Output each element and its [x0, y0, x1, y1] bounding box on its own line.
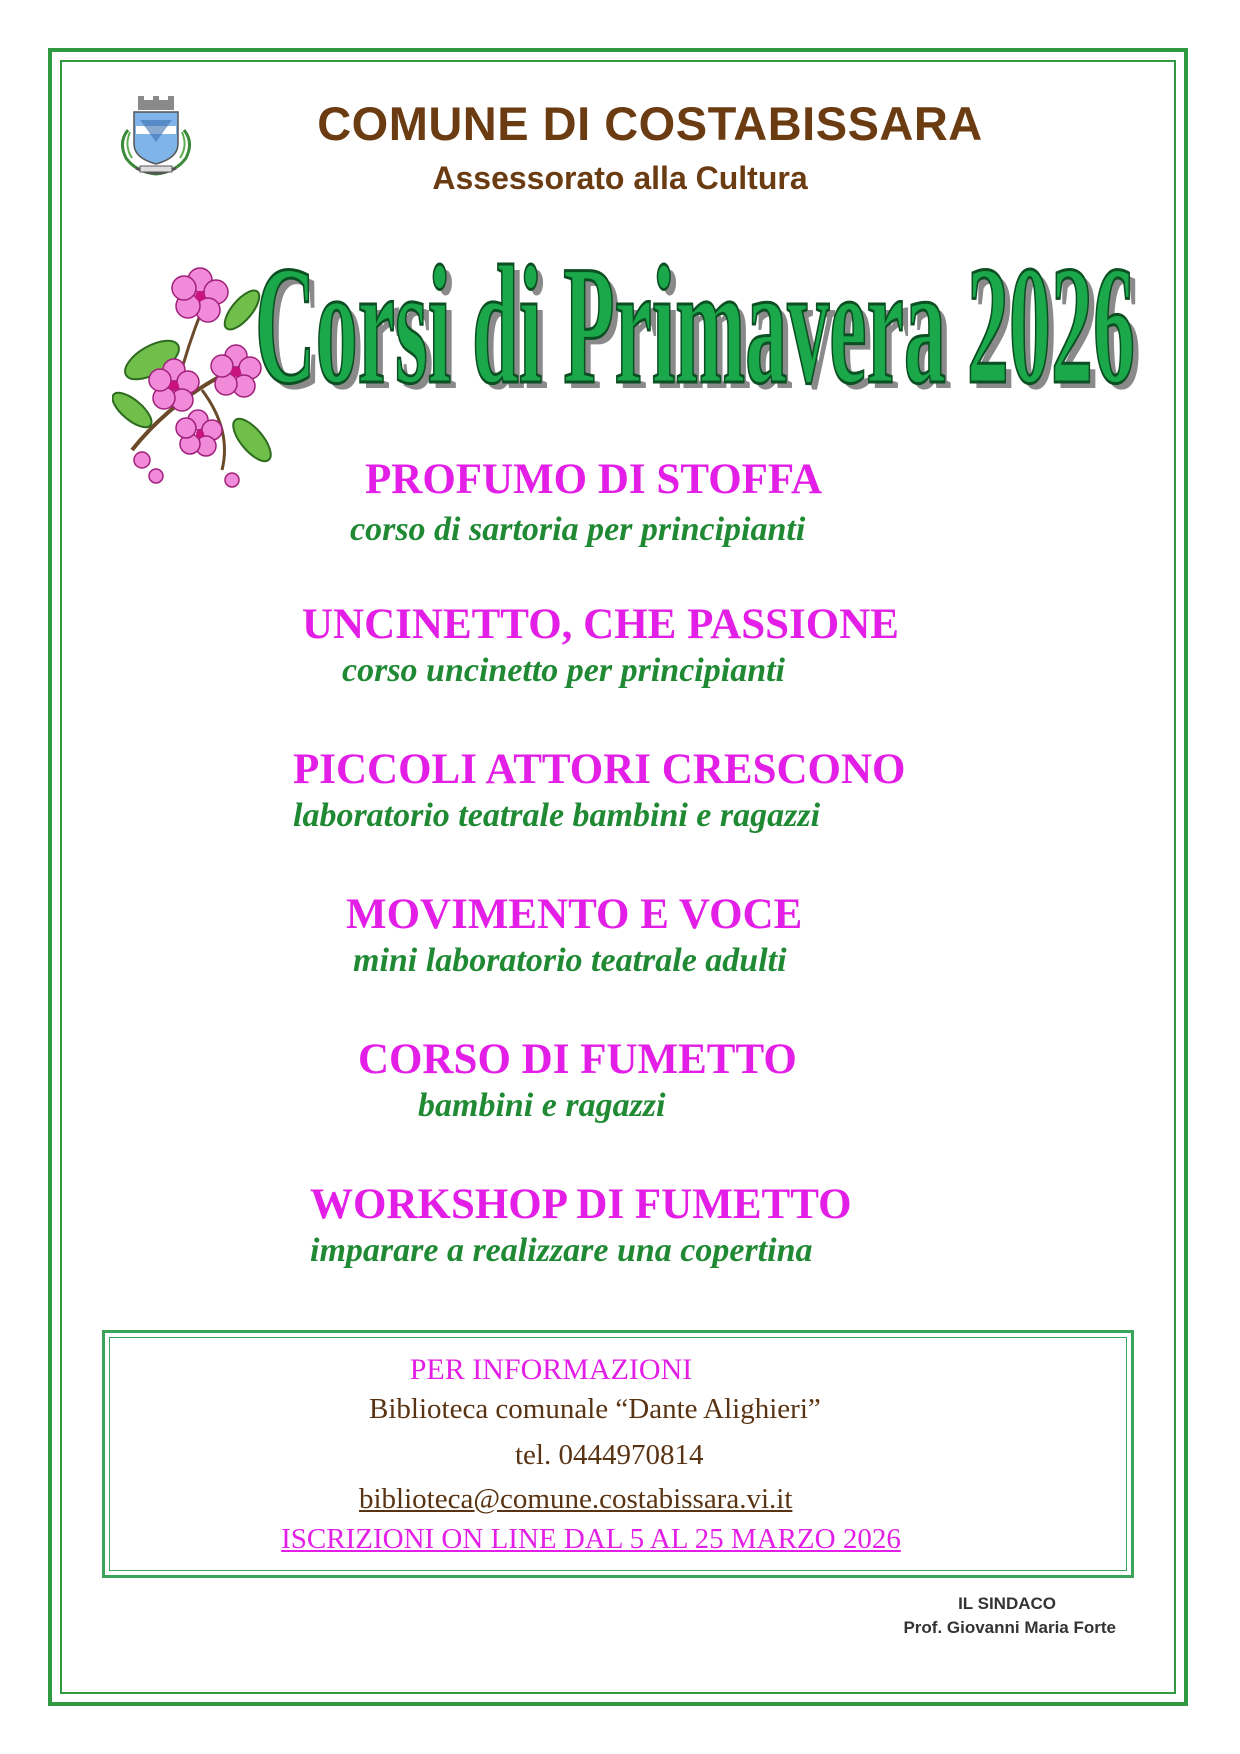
- signature-block: [903, 1592, 1116, 1640]
- phone-number: tel. 0444970814: [515, 1439, 704, 1471]
- course-name: CORSO DI FUMETTO: [358, 1036, 797, 1083]
- course-description: corso di sartoria per principianti: [350, 511, 806, 548]
- main-title-graphic: [240, 222, 1150, 422]
- course-description: imparare a realizzare una copertina: [310, 1232, 813, 1269]
- course-name: WORKSHOP DI FUMETTO: [310, 1181, 852, 1228]
- course-name: PICCOLI ATTORI CRESCONO: [293, 746, 906, 793]
- main-title-front: Corsi di Primavera 2026: [255, 231, 1135, 419]
- municipality-title: COMUNE DI COSTABISSARA: [317, 97, 983, 150]
- main-title: Corsi di Primavera 2026: [261, 237, 1141, 422]
- course-description: mini laboratorio teatrale adulti: [353, 942, 787, 979]
- info-box: [102, 1330, 1134, 1578]
- info-heading: PER INFORMAZIONI: [409, 1353, 693, 1386]
- municipal-crest-icon: [116, 92, 196, 180]
- library-name: Biblioteca comunale “Dante Alighieri”: [369, 1393, 821, 1425]
- registration-link[interactable]: ISCRIZIONI ON LINE DAL 5 AL 25 MARZO 2026: [281, 1523, 901, 1555]
- department-subtitle: Assessorato alla Cultura: [432, 160, 808, 196]
- signature-role: IL SINDACO: [958, 1594, 1056, 1613]
- course-description: corso uncinetto per principianti: [342, 652, 785, 689]
- course-name: MOVIMENTO E VOCE: [346, 891, 803, 938]
- course-description: bambini e ragazzi: [418, 1087, 666, 1124]
- course-name: PROFUMO DI STOFFA: [365, 456, 823, 503]
- email-link[interactable]: biblioteca@comune.costabissara.vi.it: [359, 1483, 793, 1515]
- course-description: laboratorio teatrale bambini e ragazzi: [293, 797, 821, 834]
- course-name: UNCINETTO, CHE PASSIONE: [302, 601, 899, 648]
- signature-name: Prof. Giovanni Maria Forte: [903, 1618, 1116, 1637]
